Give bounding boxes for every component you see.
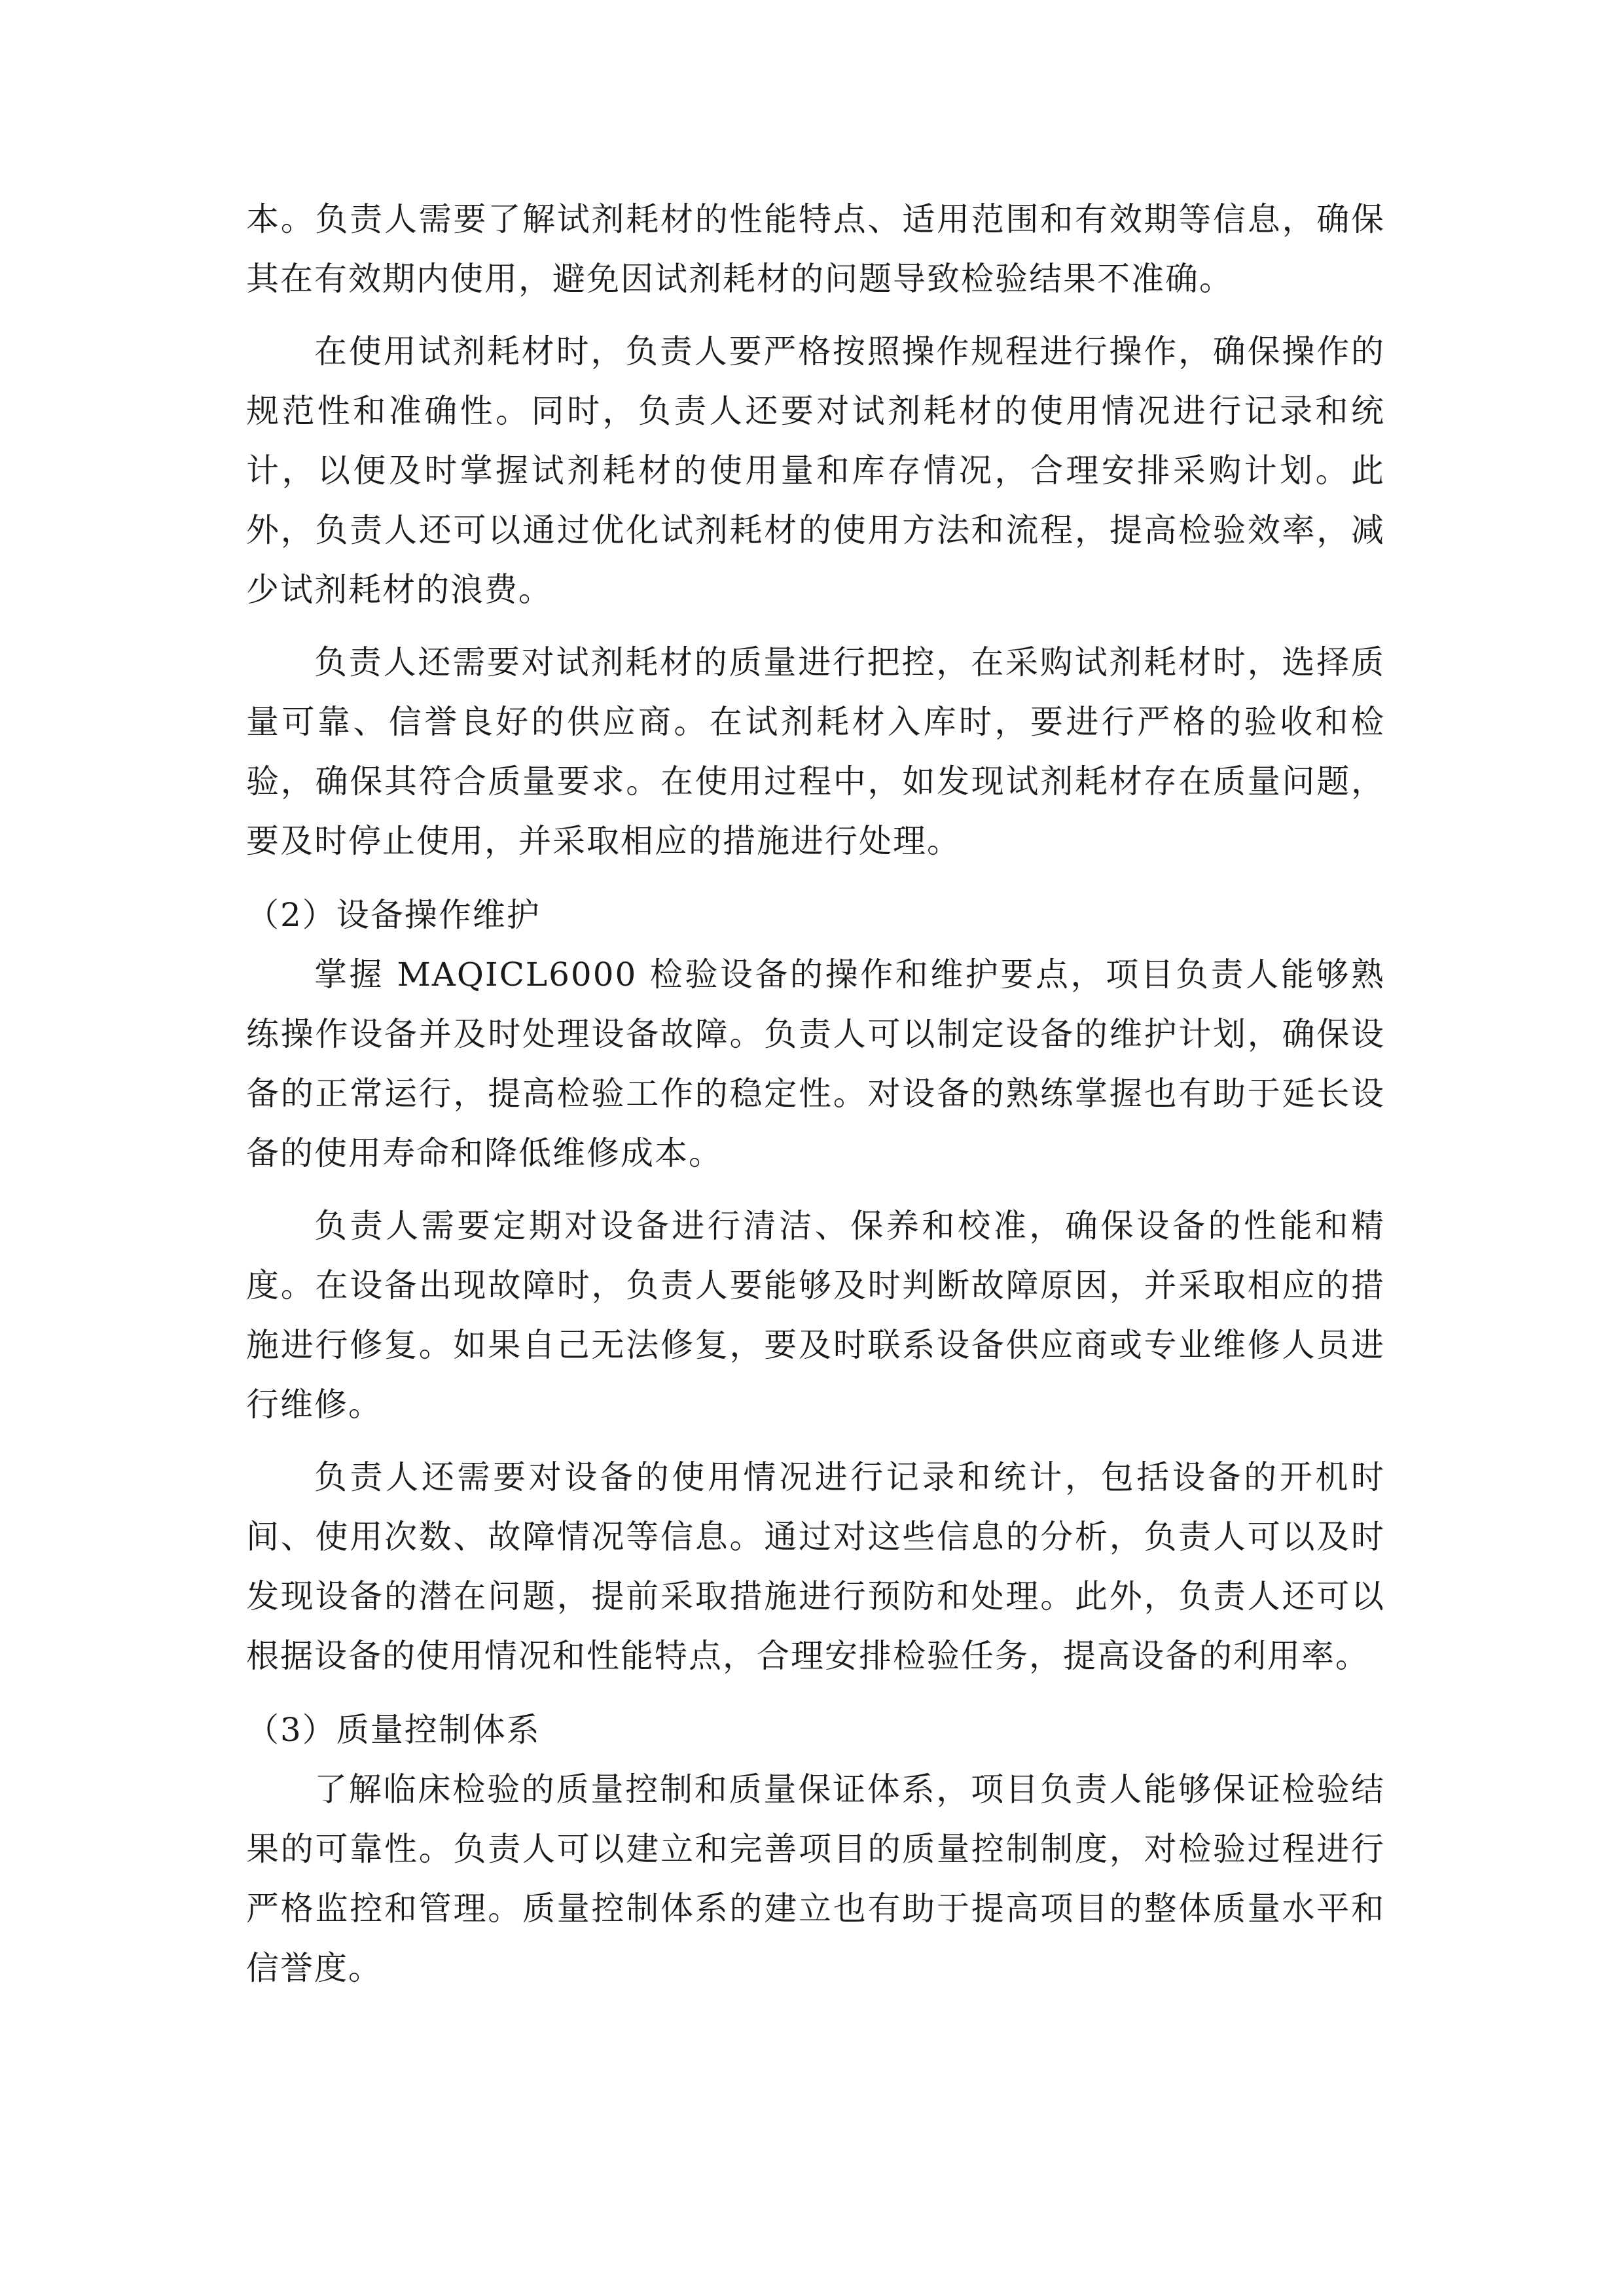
paragraph-equipment-records: 负责人还需要对设备的使用情况进行记录和统计，包括设备的开机时间、使用次数、故障情况等信息。通过对这些信息的分析，负责人可以及时发现设备的潜在问题，提前采取措施进行预防和处理。此外，负责人还可以根据设备的使用情况和性能特点，合理安排检验任务，提高设备的利用率。 <box>246 1458 1385 1675</box>
paragraph-reagent-usage: 在使用试剂耗材时，负责人要严格按照操作规程进行操作，确保操作的规范性和准确性。同时，负责人还要对试剂耗材的使用情况进行记录和统计，以便及时掌握试剂耗材的使用量和库存情况，合理安排采购计划。此外，负责人还可以通过优化试剂耗材的使用方法和流程，提高检验效率，减少试剂耗材的浪费。 <box>246 332 1385 609</box>
section-heading-quality-control: （3）质量控制体系 <box>246 1711 541 1749</box>
paragraph-equipment-maintenance: 负责人需要定期对设备进行清洁、保养和校准，确保设备的性能和精度。在设备出现故障时，负责人要能够及时判断故障原因，并采取相应的措施进行修复。如果自己无法修复，要及时联系设备供应商或专业维修人员进行维修。 <box>246 1207 1385 1424</box>
section-heading-equipment: （2）设备操作维护 <box>246 896 541 934</box>
paragraph-reagent-quality: 负责人还需要对试剂耗材的质量进行把控，在采购试剂耗材时，选择质量可靠、信誉良好的供应商。在试剂耗材入库时，要进行严格的验收和检验，确保其符合质量要求。在使用过程中，如发现试剂耗材存在质量问题，要及时停止使用，并采取相应的措施进行处理。 <box>246 643 1385 860</box>
paragraph-reagent-intro: 本。负责人需要了解试剂耗材的性能特点、适用范围和有效期等信息，确保其在有效期内使用，避免因试剂耗材的问题导致检验结果不准确。 <box>246 200 1385 298</box>
document-body <box>246 190 1385 2011</box>
paragraph-quality-control: 了解临床检验的质量控制和质量保证体系，项目负责人能够保证检验结果的可靠性。负责人可以建立和完善项目的质量控制制度，对检验过程进行严格监控和管理。质量控制体系的建立也有助于提高项目的整体质量水平和信誉度。 <box>246 1770 1385 1987</box>
paragraph-equipment-operation: 掌握 MAQICL6000 检验设备的操作和维护要点，项目负责人能够熟练操作设备并及时处理设备故障。负责人可以制定设备的维护计划，确保设备的正常运行，提高检验工作的稳定性。对设备的熟练掌握也有助于延长设备的使用寿命和降低维修成本。 <box>246 956 1385 1172</box>
